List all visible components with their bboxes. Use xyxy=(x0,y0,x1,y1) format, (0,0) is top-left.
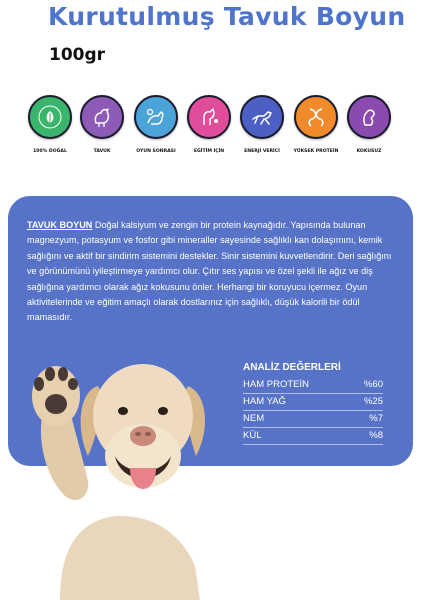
badge-label: EĞİTİM İÇİN xyxy=(193,149,225,154)
nutrient-name: KÜL xyxy=(243,430,262,441)
natural-seal-icon xyxy=(28,95,72,139)
badge-label: KOKUSUZ xyxy=(356,149,382,154)
analysis-row xyxy=(243,394,383,411)
feature-badges xyxy=(0,92,424,168)
nutrient-value: %25 xyxy=(363,396,383,407)
badge-high-protein xyxy=(286,92,346,154)
product-description xyxy=(27,218,395,326)
nutrient-name: HAM YAĞ xyxy=(243,396,286,407)
analysis-title: ANALİZ DEĞERLERİ xyxy=(243,362,341,373)
nutrient-name: NEM xyxy=(243,413,265,424)
labrador-dog-image xyxy=(20,346,240,600)
analysis-row xyxy=(243,428,383,445)
badge-after-play xyxy=(126,92,186,154)
nutrient-value: %60 xyxy=(363,379,383,390)
product-weight: 100gr xyxy=(49,45,106,65)
analysis-row xyxy=(243,411,383,428)
badge-label: TAVUK xyxy=(93,149,111,154)
nutrient-name: HAM PROTEİN xyxy=(243,379,309,390)
protein-icon xyxy=(294,95,338,139)
chicken-icon xyxy=(80,95,124,139)
odorless-dog-icon xyxy=(347,95,391,139)
badge-energy xyxy=(232,92,292,154)
badge-label: OYUN SONRASI xyxy=(136,149,176,154)
description-text: Doğal kalsiyum ve zengin bir protein kaynağıdır. Yapısında bulunan magnezyum, potasyum ve fosfor gibi mineraller sayesinde sağlıklı kan dolaşımını, kemik sağlığını ve aktif bir sindirim sistemini destekler. Sinir sistemini kuvvetlendirir. Deri sağlığını ve görünümünü iyileştirmeye yardımcı olur. Çıtır ses yapısı ve özel şekli ile ağız ve diş sağlığına yardımcı olarak ağız kokusunu önler. Herhangi bir koruyucu içermez. Oyun aktivitelerinde ve eğitim amaçlı olarak dostlarınız için sağlıklı, düşük kalorili bir ödül mamasıdır. xyxy=(27,220,392,323)
badge-natural xyxy=(20,92,80,154)
nutrient-value: %8 xyxy=(369,430,383,441)
nutrient-value: %7 xyxy=(369,413,383,424)
badge-training xyxy=(179,92,239,154)
badge-odorless xyxy=(339,92,399,154)
running-dog-icon xyxy=(240,95,284,139)
analysis-row xyxy=(243,377,383,394)
badge-label: 100% DOĞAL xyxy=(33,149,67,154)
dog-training-icon xyxy=(187,95,231,139)
badge-label: ENERJİ VERİCİ xyxy=(244,149,280,154)
description-brand: TAVUK BOYUN xyxy=(27,220,93,230)
analysis-table xyxy=(243,362,383,445)
badge-chicken xyxy=(72,92,132,154)
dog-playing-icon xyxy=(134,95,178,139)
badge-label: YÜKSEK PROTEİN xyxy=(293,149,339,154)
product-title: Kurutulmuş Tavuk Boyun xyxy=(48,2,406,31)
